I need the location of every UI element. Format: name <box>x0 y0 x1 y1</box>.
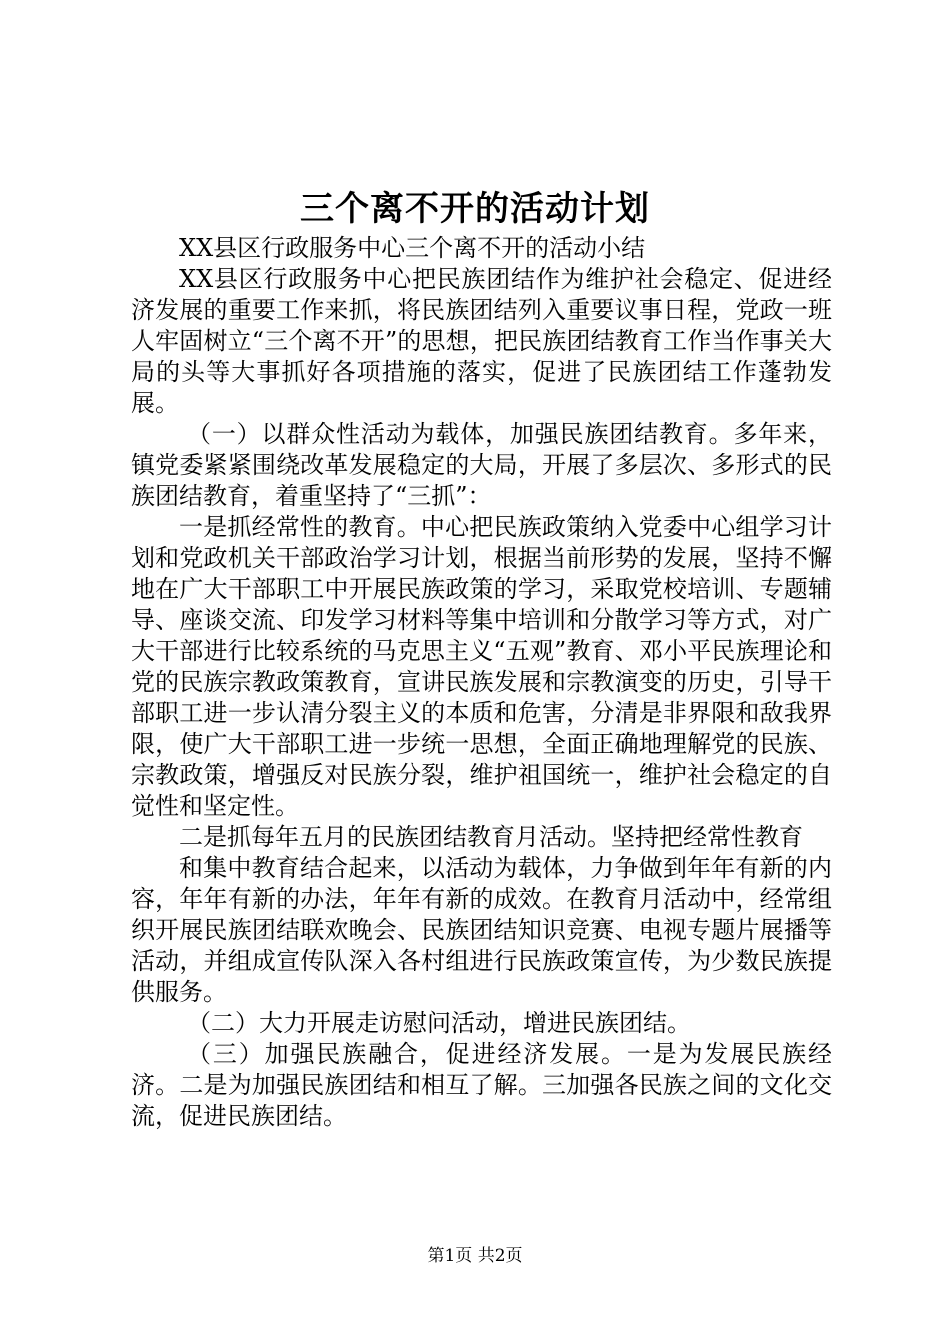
page-number-footer: 第1页 共2页 <box>427 1246 523 1266</box>
document-body <box>131 233 832 1132</box>
paragraph-section-2: （二）大力开展走访慰问活动，增进民族团结。 <box>187 1009 691 1037</box>
paragraph-subtitle: XX县区行政服务中心三个离不开的活动小结 <box>179 234 646 262</box>
paragraph-point-2: 二是抓每年五月的民族团结教育月活动。坚持把经常性教育 <box>179 823 803 851</box>
paragraph-point-2-cont: 和集中教育结合起来，以活动为载体，力争做到年年有新的内容，年年有新的办法，年年有新的成效。在教育月活动中，经常组织开展民族团结联欢晚会、民族团结知识竞赛、电视专题片展播等活动，并组成宣传队深入各村组进行民族政策宣传，为少数民族提供服务。 <box>131 854 832 1006</box>
paragraph-point-1: 一是抓经常性的教育。中心把民族政策纳入党委中心组学习计划和党政机关干部政治学习计划，根据当前形势的发展，坚持不懈地在广大干部职工中开展民族政策的学习，采取党校培训、专题辅导、座谈交流、印发学习材料等集中培训和分散学习等方式，对广大干部进行比较系统的马克思主义“五观”教育、邓小平民族理论和党的民族宗教政策教育，宣讲民族发展和宗教演变的历史，引导干部职工进一步认清分裂主义的本质和危害，分清是非界限和敌我界限，使广大干部职工进一步统一思想，全面正确地理解党的民族、宗教政策，增强反对民族分裂，维护祖国统一，维护社会稳定的自觉性和坚定性。 <box>131 513 832 820</box>
paragraph-intro: XX县区行政服务中心把民族团结作为维护社会稳定、促进经济发展的重要工作来抓，将民族团结列入重要议事日程，党政一班人牢固树立“三个离不开”的思想，把民族团结教育工作当作事关大局的头等大事抓好各项措施的落实，促进了民族团结工作蓬勃发展。 <box>131 265 832 417</box>
paragraph-section-3: （三）加强民族融合，促进经济发展。一是为发展民族经济。二是为加强民族团结和相互了解。三加强各民族之间的文化交流，促进民族团结。 <box>131 1040 832 1130</box>
document-title: 三个离不开的活动计划 <box>300 189 650 229</box>
paragraph-section-1: （一）以群众性活动为载体，加强民族团结教育。多年来，镇党委紧紧围绕改革发展稳定的大局，开展了多层次、多形式的民族团结教育，着重坚持了“三抓”： <box>131 420 832 510</box>
